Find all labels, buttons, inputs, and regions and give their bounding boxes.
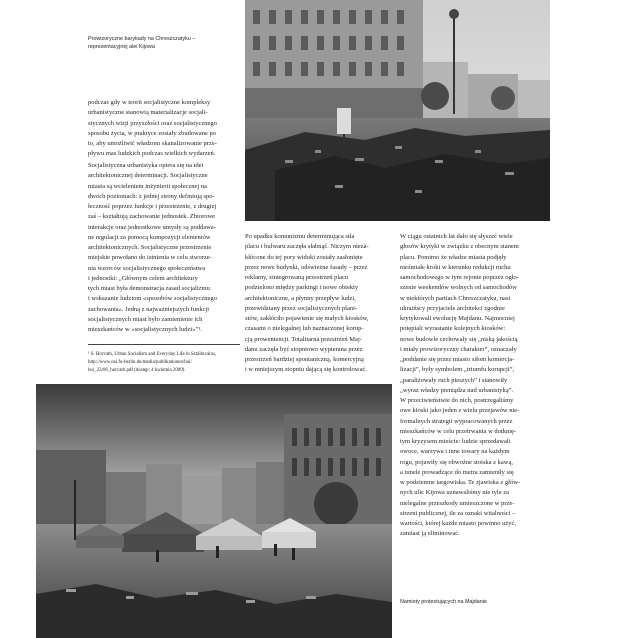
text-line: placu i bulwaru zaczęła słabnąć. Niczym niezà- [245,243,369,251]
photo-caption-barricades [88,36,238,51]
barricades-photo [245,0,550,221]
text-line: nia wzorców socjalistycznego społeczeństwa [88,264,206,272]
photo-caption-tents: Namioty protestujących na Majdanie [400,599,487,605]
text-line: dwóch poziomach: z jednej strony definiują spo- [88,192,215,200]
footnote-link[interactable]: http://www.oei.fu-berlin.de/media/publikationen/boi/ [88,359,192,365]
text-line: socjalistycznych miast było zamienienie ich [88,315,203,323]
text-line: urbanistyczne stanowią materializacje socjali- [88,109,208,117]
text-line: nych ulic Kijowa uznawaliśmy nie tyle za [400,489,510,497]
text-line: łeczność poprzez funkcje i przestrzenie, z drugiej [88,203,217,210]
maidan-tents-photo [36,384,392,638]
text-line: i w mniejszym stopniu dającą się kontrolować. [245,366,367,374]
text-line: nieśmiałe kroki w kierunku redukcji ruchu [400,263,511,271]
text-line: W przeciwieństwie do nich, postrzegaliśmy [400,397,514,404]
text-line: krytykowali ewolucję Majdanu. Najmocniej [400,315,515,322]
caption-line: reprezentacyjnej alei Kijowa [88,43,155,50]
text-line: ukraińscy przyjaciele architekci zgodnie [400,304,505,312]
text-line: i miały prowizoryczny charakter”, oznaczały [400,345,517,353]
text-line: mieszkańców w celu przetrwania w dotknię- [400,427,517,435]
text-line: przestrzeń bardziej spontaniczną, komercyjną [245,356,364,363]
text-line: podczas gdy w teorii socjalistyczne kompleksy [88,99,211,106]
text-line: mieszkańców w «socjalistycznych ludzi»”¹. [88,326,202,333]
text-line: strzeni publicznej, ile za oznaki witalności – [400,509,516,517]
text-line: Socjalistyczna urbanistyka opiera się na idei [88,162,204,169]
text-line: architektonicznych. Socjalistyczne przestrzenie [88,244,212,251]
text-line: tych miast była demonstracja zasad socjalizmu [88,285,210,292]
text-line: miejskie powołano do istnienia w celu stworze- [88,254,212,262]
text-line: pływu mas ludzkich podczas wielkich wydarzeń. [88,150,216,158]
text-line: „wyraz władzy pieniądza nad urbanistyką”. [400,386,514,394]
text-line: rogu, pojawiły się obwoźne stoiska z kawą, [400,458,514,466]
text-line: podzielono między parkingi i nowe obiekty [245,284,359,292]
text-line: danu zaczęła być stopniowo wypierana przez [245,345,363,353]
text-line: to, aby umożliwić władzom skanalizowanie prze- [88,140,217,147]
text-line: stów, zakłóciło pojawienie się małych kiosków, [245,315,369,322]
text-line: Po upadku komunizmu determinująca siła [245,233,355,240]
text-line: architektoniczne, a płynny przepływ ludzi, [245,294,356,302]
text-line: zaś – kształtują zachowanie jednostek. Zbiorowe [88,213,216,221]
text-line: lizacji”, były symbolem „triumfu korupcji”, [400,366,515,374]
text-line: cją proweniencji. Totalitarna przestrzeń Maj- [245,335,362,343]
text-line: a tunele prowadzące do metra zamieniły się [400,468,514,476]
text-line: zachowania». Jedną z najważniejszych funkcji [88,305,210,313]
text-line: placu. Pomimo że władze miasta podjęły [400,253,507,261]
text-line: nowe budowle cechowały się „niską jakością [400,335,518,343]
article-column-2 [245,232,393,376]
text-line: interakcje oraz jednostkowe umysły są poddawa- [88,223,216,231]
text-line: zamiast ją eliminować. [400,530,460,538]
text-line: w niektórych partiach Chreszczatyku, nasi [400,294,511,302]
text-line: przez nowe budynki, odświeżne fasady – przez [245,263,368,271]
text-line: i jednostki: „Głównym celem architektury [88,274,198,282]
text-line: nielegalne przeszkody umieszczone w prze- [400,499,515,507]
text-line: owoce, warzywa i inne towary na każdym [400,448,510,456]
text-line: sposobu życia, w praktyce zostały zbudowane po [88,129,216,137]
text-line: wartości, której każde miasto powinno użyć, [400,520,517,527]
text-line: przewidziany przez socjalistycznych plani- [245,304,358,312]
caption-line: Prowizoryczne barykady na Chreszczatyku – [88,36,196,42]
article-column-3 [400,232,550,540]
text-line: w podziemne targowiska. Te zjawiska z głów- [400,479,521,486]
text-line: głosów krytyki w związku z obecnym stanem [400,243,519,251]
text-line: samochodowego w tym rejonie poprzez ogło- [400,274,519,281]
text-line: kłócone do tej pory widoki zostały zasłonięte [245,253,363,261]
text-line: czasami o nielegalnej lub naznaczonej korup- [245,325,364,333]
text-line: miasta są wcieleniem inżynierii społecznej na [88,182,207,190]
text-line: tym kryzysem mieście: ludzie sprzedawali [400,438,511,445]
text-line: formalnych strategii wypracowanych przez [400,417,513,425]
text-line: „paraliżowały ruch pieszych” i stanowiły [400,376,508,384]
text-line: reklamy, zintegrowaną przestrzeń placu [245,274,349,281]
article-paragraph-1 [88,98,240,160]
text-line: „poddanie się przez miasto siłom komercja- [400,356,515,363]
text-line: i wskazanie ludziom «sposobów socjalistycznego [88,295,217,303]
footnote-line: ¹ S. Horvath, Urban Socialism and Everyday Life in Sztálinváros, [88,352,217,357]
text-line: szenie weekendów wolnych od samochodów [400,284,517,292]
text-line: ne regulacji za pomocą kompozycji elementów [88,233,211,241]
text-line: W ciągu ostatnich lat dało się słyszeć wiele [400,233,513,240]
text-line: potępiali wyrastanie kolejnych kiosków: [400,325,506,333]
text-line: owe kioski jako jeden z wielu przejawów nie- [400,407,520,415]
text-line: architektonicznej determinacji. Socjalistyczne [88,172,208,180]
text-line: stycznych wizji przyszłości oraz socjalistycznego [88,119,217,127]
footnote-line: boi_23/06_horvath.pdf (dostęp: 4 kwietnia 2009). [88,367,186,373]
article-paragraph-2 [88,161,240,335]
footnote [88,344,240,374]
